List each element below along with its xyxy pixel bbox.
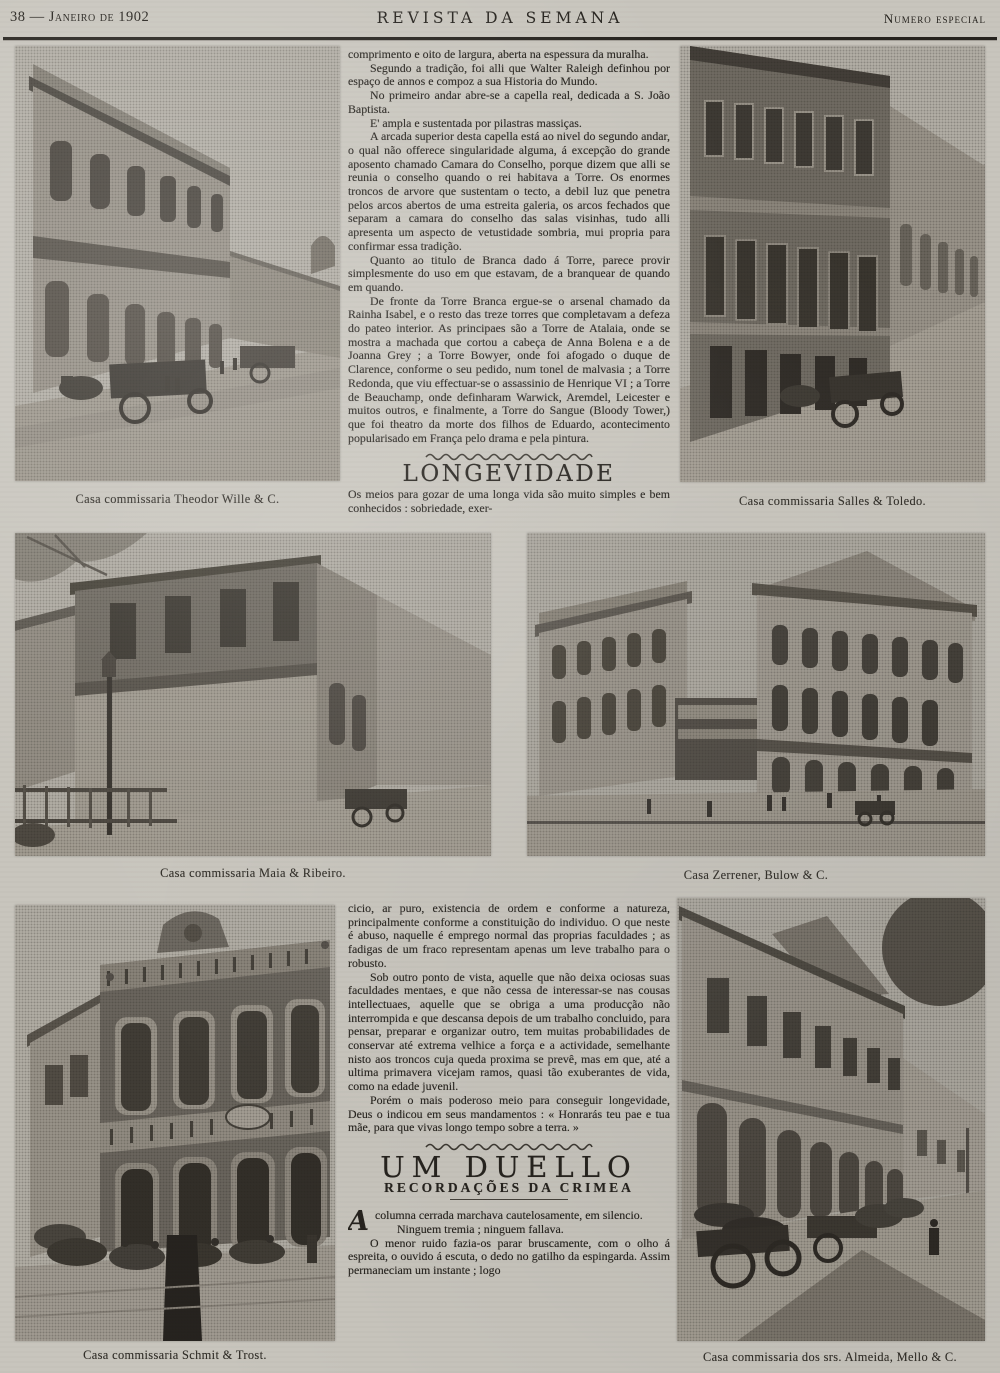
- subheading-wrap: [348, 1181, 670, 1196]
- paragraph: Quanto ao titulo de Branca dado á Torre, parece provir simplesmente do uso em que estavam, de a branquear de quando em quando.: [348, 252, 670, 294]
- paragraph: comprimento e oito de largura, aberta na espessura da muralha.: [348, 48, 649, 61]
- caption-zerrener-bulow: Casa Zerrener, Bulow & C.: [683, 868, 829, 882]
- photo-almeida-mello: [677, 898, 985, 1341]
- dropcap-letter: A: [348, 1206, 369, 1238]
- paragraph: Porém o mais poderoso meio para conseguir longevidade, Deus o indicou em seus mandamentos : « Honrarás teu pae e tua mãe, para que vivas longo tempo sobre a terra. »: [348, 1092, 670, 1135]
- paragraph: No primeiro andar abre-se a capella real, dedicada a S. João Baptista.: [348, 88, 670, 116]
- photo-schmit-trost: [15, 905, 335, 1341]
- masthead-edition: Numero especial: [883, 11, 986, 26]
- paragraph: Segundo a tradição, foi alli que Walter Raleigh definhou por espaço de annos e compoz a sua Historia do Mundo.: [348, 60, 670, 89]
- paragraph: Sob outro ponto de vista, aquelle que não deixa ociosas suas faculdades mentaes, e que não cessa de interessar-se nas cousas intellectuaes, aquelle que se obriga a uma producção não interrompida e que descansa depois de um trabalho concluido, para pensar, preparar e organizar outro, tem muitas probabilidades de conservar até extrema velhice a força e a actividade, semelhante nisto aos troncos cuja queda proxima se prevê, mas em que, até a ultima primavera vicejam ramos, quasi tão exuberantes de vida, como na edade juvenil.: [348, 969, 670, 1094]
- paragraph: Ninguem tremia ; ninguem fallava.: [396, 1222, 564, 1237]
- article-longevidade-duello-column: [348, 902, 670, 1372]
- photo-theodor-wille: [15, 46, 340, 481]
- photo-salles-toledo: [680, 46, 985, 482]
- photo-zerrener-bulow-image: [527, 533, 985, 856]
- subheading-recordacoes-da-crimea: RECORDAÇÕES DA CRIMEA: [384, 1179, 634, 1195]
- photo-schmit-trost-image: [15, 905, 335, 1341]
- caption-theodor-wille: Casa commissaria Theodor Wille & C.: [75, 492, 280, 506]
- photo-maia-ribeiro-image: [15, 533, 491, 856]
- paragraph-text: columna cerrada marchava cautelosamente, em silencio.: [374, 1208, 643, 1223]
- header-rule: [3, 37, 997, 40]
- heading-um-duello: UM DUELLO: [380, 1149, 638, 1184]
- caption-salles-toledo: Casa commissaria Salles & Toledo.: [739, 494, 926, 508]
- heading-longevidade: LONGEVIDADE: [402, 461, 616, 488]
- photo-theodor-wille-image: [15, 46, 340, 481]
- paragraph: A arcada superior desta capella está ao nivel do segundo andar, o qual não offerece singularidade alguma, á excepção do grande aposento chamado Camara do Conselho, porque dizem que alli se reunia o conselho quando o rei habitava a Torre. Os enormes troncos de arvore que sustentam o tecto, a debil luz que penetra pelos arcos abertos de uma estreita galeria, os arcos fechados que separam a camara do conselho das salas visinhas, tudo alli apresenta um aspecto de vetustidade sombria, mui propria para confirmar essa tradição.: [348, 129, 670, 253]
- caption-schmit-trost: Casa commissaria Schmit & Trost.: [83, 1348, 267, 1362]
- photo-almeida-mello-image: [677, 898, 985, 1341]
- paragraph: E' ampla e sustentada por pilastras massiças.: [370, 115, 582, 130]
- photo-zerrener-bulow: [527, 533, 985, 856]
- masthead-title: REVISTA DA SEMANA: [376, 9, 624, 27]
- paragraph: O menor ruido fazia-os parar bruscamente, com o olho á espreita, o ouvido á escuta, o dedo no gatilho da espingarda. Assim permaneciam um instante ; logo: [348, 1235, 670, 1278]
- masthead-issue-date: 38 — Janeiro de 1902: [10, 9, 150, 25]
- paragraph: De fronte da Torre Branca ergue-se o arsenal chamado da Rainha Isabel, e o resto das treze torres que completavam a defeza do pateo interior. As principaes são a Torre de Atalaia, onde se mostra a machada que cortou a cabeça de Anna Bolena e a de Joanna Grey ; a Torre Bowyer, onde foi afogado o duque de Clarence, conforme o seu pedido, num tonel de malvasia ; a Torre Redonda, que viu effectuar-se o assassinio de Henrique VI ; a Torre de Beauchamp, onde definharam Warwick, Aremdel, Leicester e muitos outros, e finalmente, a Torre do Sangue (Bloody Tower,) que foi theatro da morte dos filhos de Eduardo, acontecimento popularisado em França pelo drama e pela pintura.: [348, 293, 670, 445]
- wavy-divider-icon: [348, 452, 670, 461]
- photo-maia-ribeiro: [15, 533, 491, 856]
- subheading-rule: [450, 1199, 568, 1200]
- caption-almeida-mello: Casa commissaria dos srs. Almeida, Mello & C.: [703, 1350, 957, 1364]
- paragraph: Os meios para gozar de uma longa vida são muito simples e bem conhecidos : sobriedade, exer-: [348, 487, 670, 515]
- photo-salles-toledo-image: [680, 46, 985, 482]
- article-tower-column: [348, 48, 670, 530]
- paragraph: cicio, ar puro, existencia de ordem e conforme a natureza, principalmente conforme a constituição do individuo. O que neste é abuso, naquelle é emprego normal das proprias faculdades ; as fadigas de um fraco representam apenas um leve trabalho para o robusto.: [348, 902, 670, 970]
- caption-maia-ribeiro: Casa commissaria Maia & Ribeiro.: [160, 866, 346, 880]
